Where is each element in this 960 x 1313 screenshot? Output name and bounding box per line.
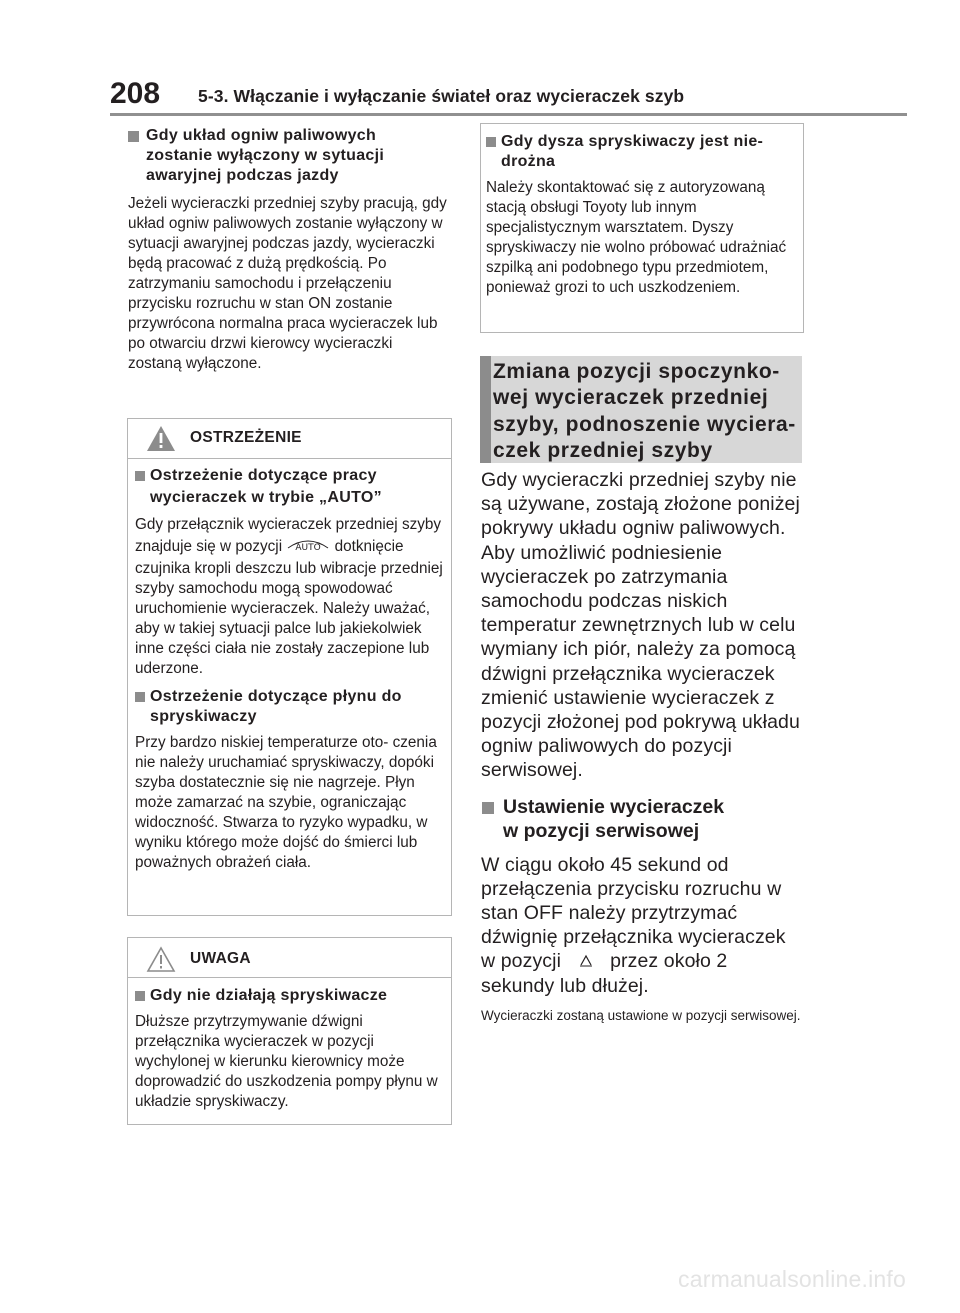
- nozzle-box: [480, 123, 804, 333]
- warning-box: [127, 418, 452, 916]
- nozzle-heading: Gdy dysza spryskiwaczy jest nie- drożna: [486, 132, 795, 172]
- warning-divider: [128, 458, 451, 459]
- nozzle-text: Należy skontaktować się z autoryzowaną stacją obsługi Toyoty lub innym specjalistycznym warsztatem. Dyszy spryskiwaczy nie wolno próbować udrażniać szpilką ani podobnego typu przedmiotem, ponieważ grozi to uch uszkodzeniem.: [486, 179, 787, 296]
- warning-heading-auto: Ostrzeżenie dotyczące pracy wycieraczek w trybie „AUTO”: [135, 465, 444, 509]
- svg-text:AUTO: AUTO: [295, 543, 322, 553]
- square-bullet-icon: [486, 137, 496, 147]
- emergency-heading: Gdy układ ogniw paliwowych zostanie wyłączony w sytuacji awaryjnej podczas jazdy: [128, 126, 448, 186]
- warning-heading-fluid: Ostrzeżenie dotyczące płynu do spryskiwaczy: [135, 687, 444, 727]
- notice-divider: [128, 977, 451, 978]
- square-bullet-icon: [135, 692, 145, 702]
- left-column: [128, 126, 448, 374]
- notice-text: Dłuższe przytrzymywanie dźwigni przełącznika wycieraczek w pozycji wychylonej w kierunku kierownicy może doprowadzić do uszkodzenia pompy płynu w układzie spryskiwaczy.: [135, 1013, 438, 1110]
- warning-triangle-icon: [146, 425, 176, 452]
- section-banner: [480, 356, 802, 463]
- section-title: Zmiana pozycji spoczynko- wej wycieraczek przedniej szyby, podnoszenie wyciera- czek przedniej szyby: [493, 360, 796, 462]
- warning-auto-text: Gdy przełącznik wycieraczek przedniej szyby znajduje się w pozycji AUTO dotknięcie czujnika kropli deszczu lub wibracje przedniej szyby samochodu mogą spowodować uruchomienie wycieraczek. Należy uważać, aby w takiej sytuacji palce lub jakiekolwiek inne części ciała nie zostały zaczepione lub uderzone.: [135, 516, 443, 677]
- section-banner-bar: [480, 356, 491, 463]
- page-number: 208: [110, 77, 161, 110]
- notice-label: UWAGA: [190, 950, 251, 967]
- square-bullet-icon: [135, 991, 145, 1001]
- square-bullet-icon: [482, 802, 494, 814]
- warning-label: OSTRZEŻENIE: [190, 429, 302, 446]
- service-paragraph: W ciągu około 45 sekund od przełączenia przycisku rozruchu w stan OFF należy przytrzymać dźwignię przełącznika wycieraczek w pozycji przez około 2 sekundy lub dłużej.: [481, 853, 786, 998]
- header-rule: [110, 113, 907, 116]
- auto-mode-icon: [286, 535, 330, 559]
- square-bullet-icon: [135, 471, 145, 481]
- warning-fluid-text: Przy bardzo niskiej temperaturze oto- czenia nie należy uruchamiać spryskiwaczy, dopóki szyba dostatecznie się nie nagrzeje. Płyn może zamarzać na szybie, ograniczając widoczność. Stwarza to ryzyko wypadku, w wyniku którego może dojść do śmierci lub poważnych obrażeń ciała.: [135, 734, 437, 871]
- right-column-text: [481, 468, 803, 1026]
- notice-heading: Gdy nie działają spryskiwacze: [135, 986, 444, 1006]
- service-heading: Ustawienie wycieraczek w pozycji serwisowej: [481, 795, 803, 844]
- wiper-lever-position-icon: [577, 950, 595, 974]
- service-note: Wycieraczki zostaną ustawione w pozycji serwisowej.: [481, 1007, 801, 1023]
- square-bullet-icon: [128, 131, 139, 142]
- chapter-title: 5-3. Włączanie i wyłączanie świateł oraz wycieraczek szyb: [198, 86, 685, 106]
- intro-paragraph: Gdy wycieraczki przedniej szyby nie są używane, zostają złożone poniżej pokrywy układu ogniw paliwowych. Aby umożliwić podniesienie wycieraczek po zatrzymania samochodu podczas niskich temperatur zewnętrznych lub w celu wymiany ich piór, należy za pomocą dźwigni przełącznika wycieraczek zmienić ustawienie wycieraczek z pozycji złożonej pod pokrywą układu ogniw paliwowych do pozycji serwisowej.: [481, 469, 800, 782]
- notice-box-header: [128, 946, 451, 976]
- watermark: carmanualsonline.info: [678, 1266, 906, 1292]
- notice-box: [127, 937, 452, 1125]
- caution-triangle-icon: [146, 946, 176, 973]
- emergency-body: Jeżeli wycieraczki przedniej szyby pracują, gdy układ ogniw paliwowych zostanie wyłączony w sytuacji awaryjnej podczas jazdy, wycieraczki będą pracować z dużą prędkością. Po zatrzymaniu samochodu i przełączeniu przycisku rozruchu w stan ON zostanie przywrócona normalna praca wycieraczek lub po otwarciu drzwi kierowcy wycieraczki zostaną wyłączone.: [128, 195, 447, 372]
- warning-box-header: [128, 425, 451, 455]
